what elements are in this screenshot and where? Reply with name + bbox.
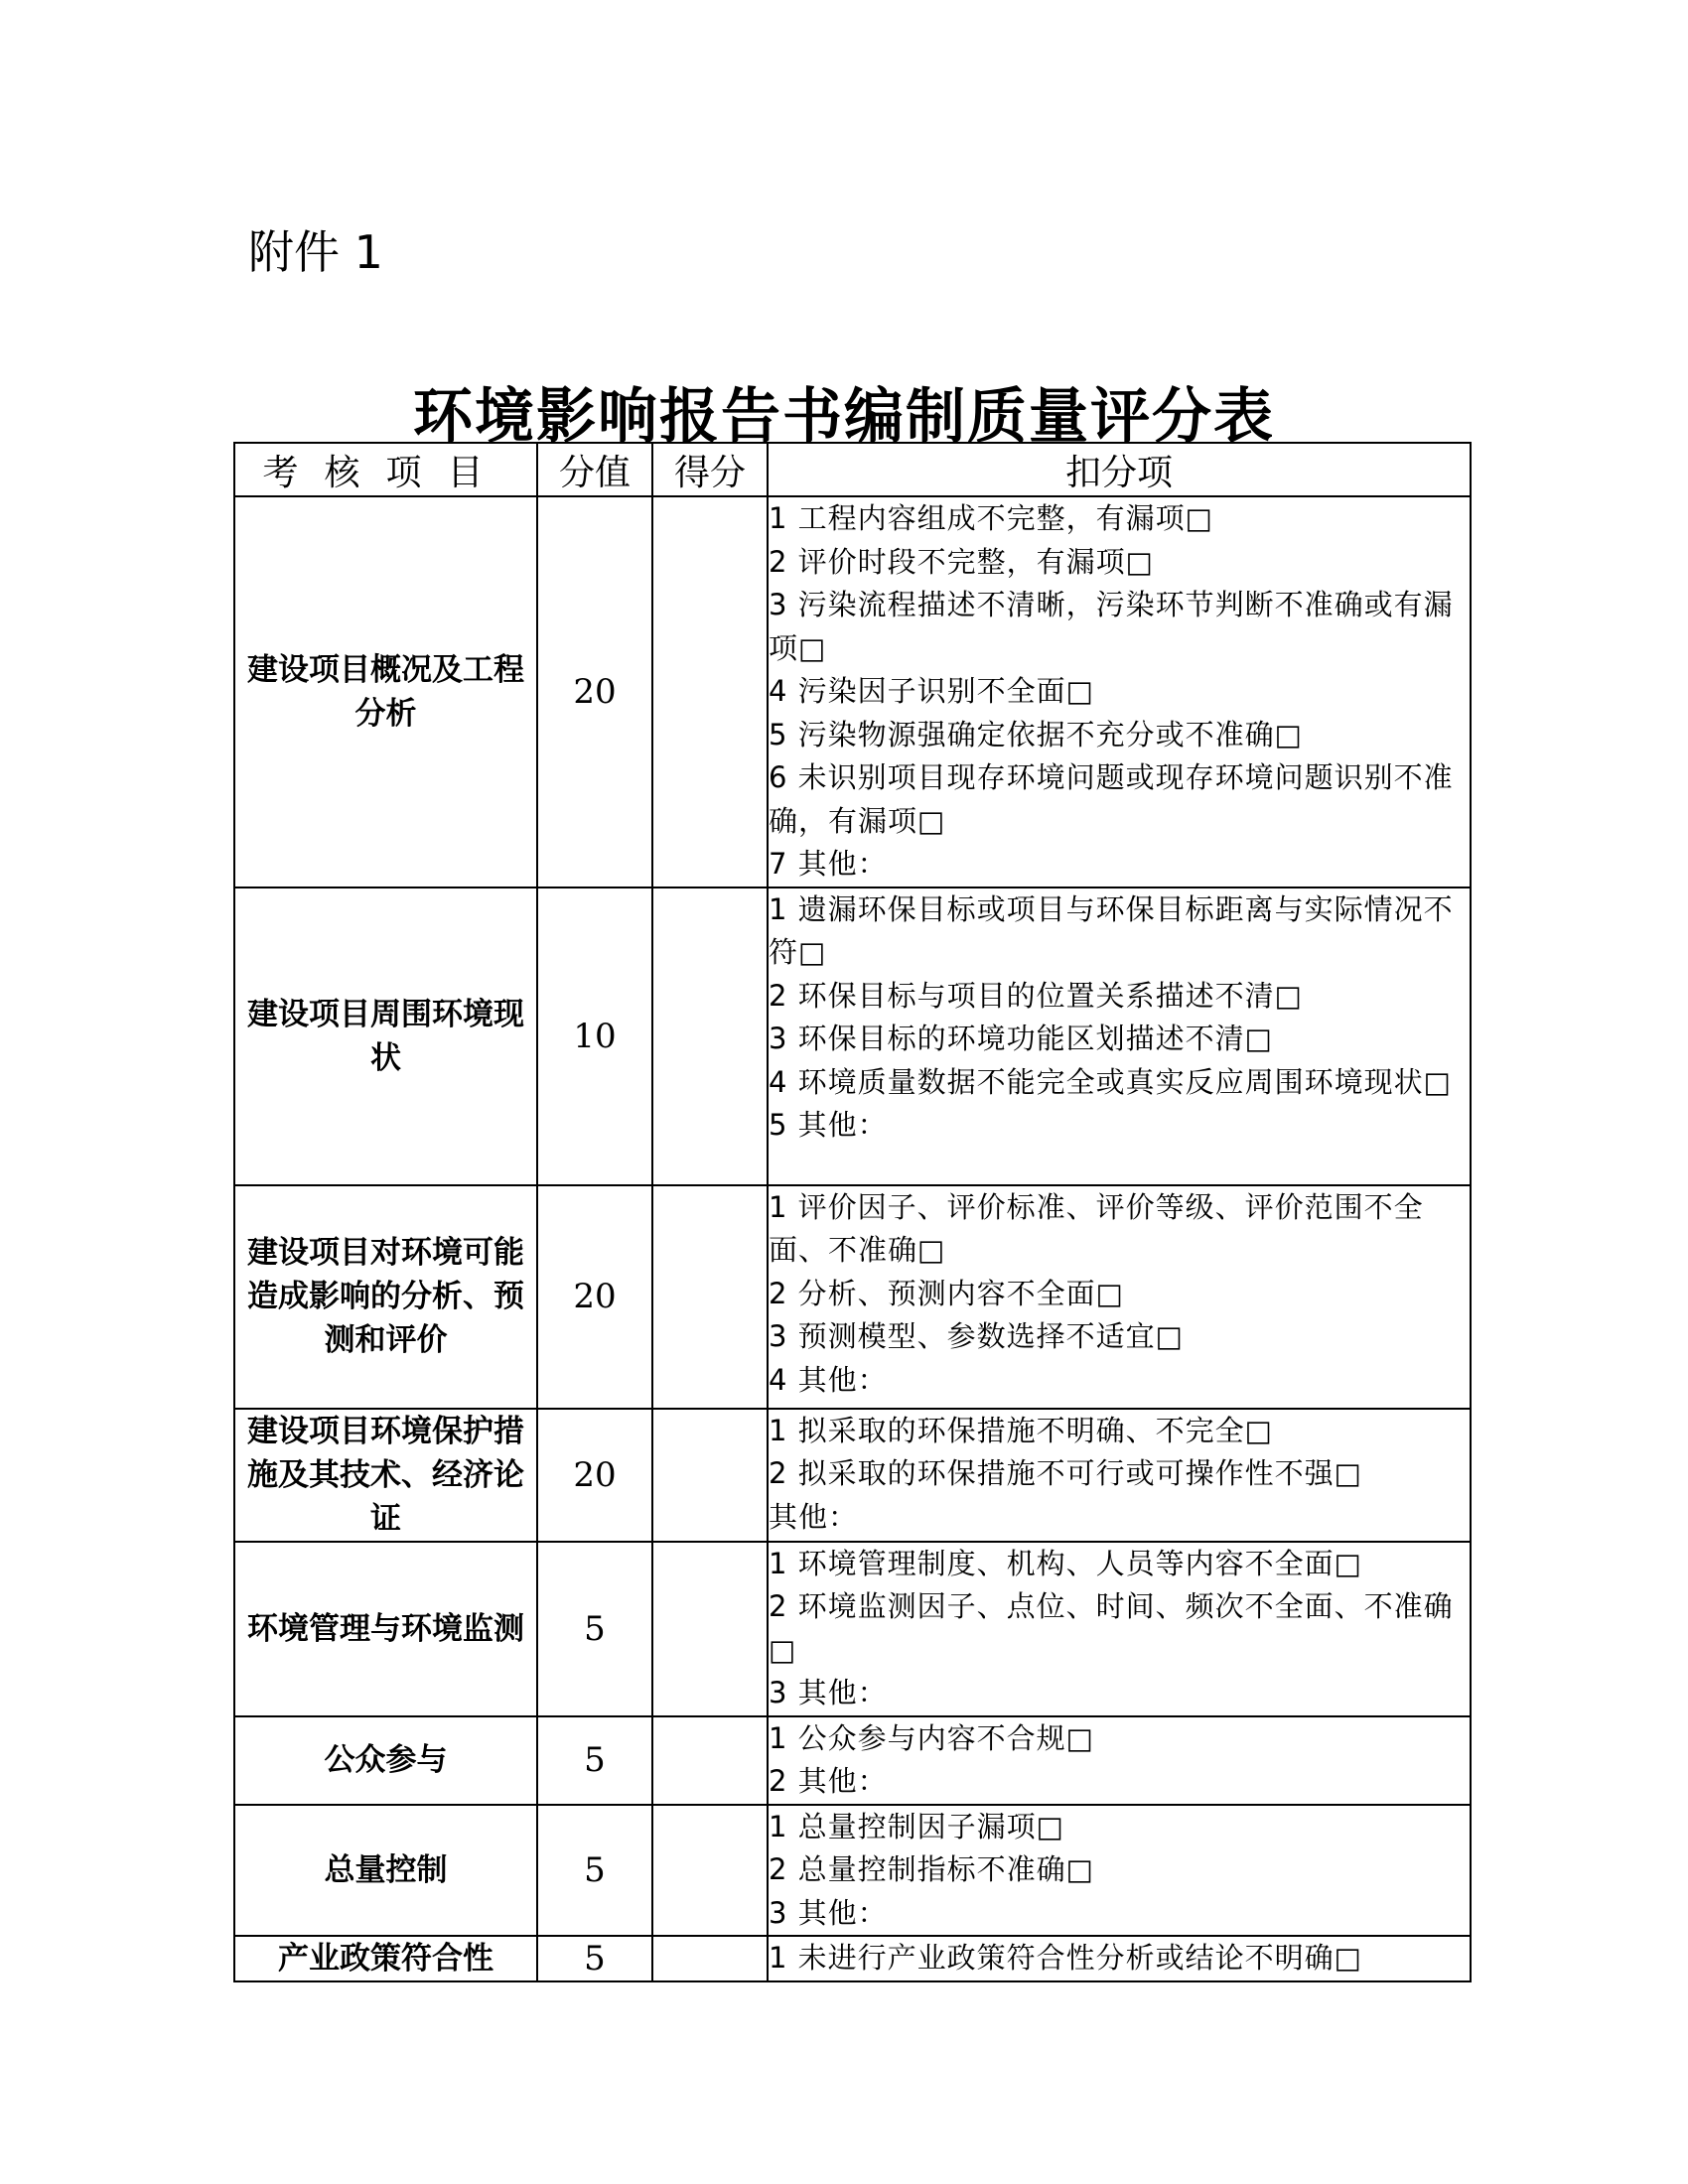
row-score-cell[interactable] [652, 1805, 768, 1937]
page-title: 环境影响报告书编制质量评分表 [413, 382, 1275, 452]
table-header-row [234, 443, 1471, 496]
deduction-line: 2 拟采取的环保措施不可行或可操作性不强□ [769, 1456, 1363, 1490]
deduction-line: 2 评价时段不完整，有漏项□ [769, 544, 1155, 579]
table-row [234, 1409, 1471, 1542]
table-row [234, 1542, 1471, 1716]
deduction-line: 5 污染物源强确定依据不充分或不准确□ [769, 717, 1304, 751]
row-score-cell[interactable] [652, 1409, 768, 1542]
row-item: 环境管理与环境监测 [234, 1542, 537, 1716]
header-score: 得分 [652, 443, 768, 496]
row-score-cell[interactable] [652, 496, 768, 887]
deduction-line: 1 评价因子、评价标准、评价等级、评价范围不全面、不准确□ [769, 1189, 1424, 1267]
deduction-line: 2 环境监测因子、点位、时间、频次不全面、不准确□ [769, 1589, 1454, 1667]
deduction-line: 2 总量控制指标不准确□ [769, 1852, 1095, 1886]
row-item: 建设项目环境保护措施及其技术、经济论证 [234, 1409, 537, 1542]
row-deductions [768, 887, 1471, 1185]
row-points: 20 [537, 1185, 652, 1409]
table-row [234, 1185, 1471, 1409]
deduction-line: 1 环境管理制度、机构、人员等内容不全面□ [769, 1546, 1363, 1580]
row-item: 建设项目概况及工程分析 [234, 496, 537, 887]
row-deductions [768, 1805, 1471, 1937]
row-deductions [768, 1936, 1471, 1981]
row-score-cell[interactable] [652, 1185, 768, 1409]
row-item: 产业政策符合性 [234, 1936, 537, 1981]
row-points: 5 [537, 1716, 652, 1805]
deduction-line: 4 其他： [769, 1362, 888, 1397]
deduction-line: 1 遗漏环保目标或项目与环保目标距离与实际情况不符□ [769, 891, 1454, 969]
deduction-line: 1 公众参与内容不合规□ [769, 1720, 1095, 1755]
deduction-line: 2 分析、预测内容不全面□ [769, 1276, 1125, 1310]
deduction-line: 1 未进行产业政策符合性分析或结论不明确□ [769, 1941, 1363, 1975]
table-row [234, 1936, 1471, 1981]
row-points: 5 [537, 1936, 652, 1981]
deduction-line: 2 其他： [769, 1764, 888, 1798]
row-item: 总量控制 [234, 1805, 537, 1937]
table-row [234, 887, 1471, 1185]
row-score-cell[interactable] [652, 1716, 768, 1805]
deduction-line: 4 污染因子识别不全面□ [769, 674, 1095, 708]
deduction-line: 3 环保目标的环境功能区划描述不清□ [769, 1022, 1274, 1055]
deduction-line: 其他： [769, 1499, 859, 1534]
row-score-cell[interactable] [652, 1542, 768, 1716]
row-score-cell[interactable] [652, 887, 768, 1185]
row-deductions [768, 1542, 1471, 1716]
row-item: 建设项目对环境可能造成影响的分析、预测和评价 [234, 1185, 537, 1409]
deduction-line: 2 环保目标与项目的位置关系描述不清□ [769, 978, 1304, 1013]
row-deductions [768, 496, 1471, 887]
row-deductions [768, 1185, 1471, 1409]
scoring-table [233, 442, 1472, 1982]
deduction-line: 1 总量控制因子漏项□ [769, 1809, 1065, 1843]
deduction-line: 1 工程内容组成不完整，有漏项□ [769, 501, 1214, 535]
row-item: 建设项目周围环境现状 [234, 887, 537, 1185]
row-points: 20 [537, 1409, 652, 1542]
row-points: 10 [537, 887, 652, 1185]
row-score-cell[interactable] [652, 1936, 768, 1981]
deduction-line: 7 其他： [769, 847, 888, 881]
deduction-line: 3 其他： [769, 1676, 888, 1709]
table-row [234, 1805, 1471, 1937]
deduction-line: 3 其他： [769, 1895, 888, 1930]
deduction-line: 6 未识别项目现存环境问题或现存环境问题识别不准确，有漏项□ [769, 760, 1454, 838]
row-deductions [768, 1409, 1471, 1542]
row-item: 公众参与 [234, 1716, 537, 1805]
row-points: 5 [537, 1805, 652, 1937]
row-points: 5 [537, 1542, 652, 1716]
attachment-label: 附件 1 [248, 225, 383, 279]
row-deductions [768, 1716, 1471, 1805]
deduction-line: 4 环境质量数据不能完全或真实反应周围环境现状□ [769, 1064, 1453, 1099]
deduction-line: 5 其他： [769, 1108, 888, 1142]
row-points: 20 [537, 496, 652, 887]
deduction-line: 3 污染流程描述不清晰，污染环节判断不准确或有漏项□ [769, 588, 1454, 665]
header-deductions: 扣分项 [768, 443, 1471, 496]
header-item: 考核项目 [234, 443, 537, 496]
table-row [234, 1716, 1471, 1805]
deduction-line: 3 预测模型、参数选择不适宜□ [769, 1319, 1185, 1353]
table-row [234, 496, 1471, 887]
header-points: 分值 [537, 443, 652, 496]
deduction-line: 1 拟采取的环保措施不明确、不完全□ [769, 1413, 1274, 1447]
